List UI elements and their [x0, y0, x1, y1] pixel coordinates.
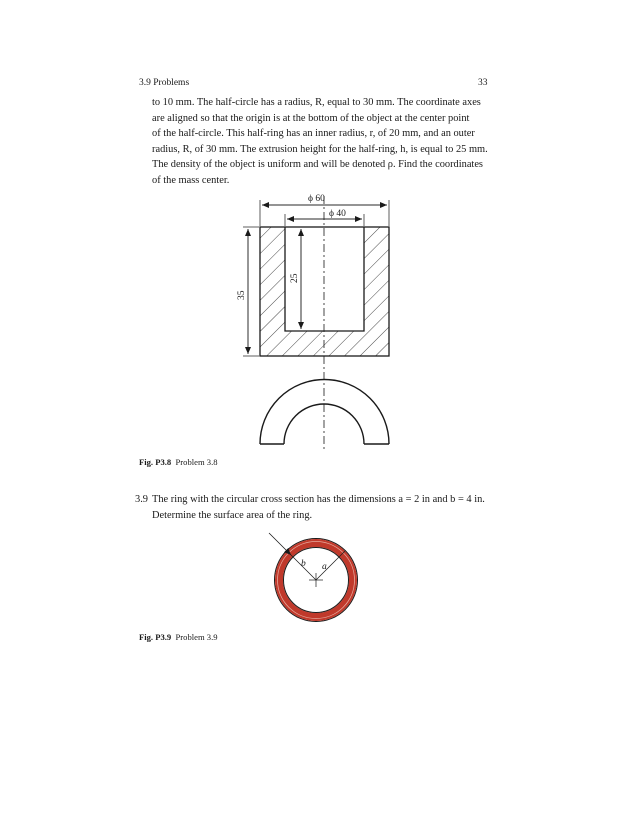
text-line: of the mass center. — [152, 174, 230, 186]
fig-p3-9-ring — [269, 533, 358, 622]
hatched-section — [260, 227, 389, 356]
dim-label-25: 25 — [290, 273, 300, 283]
caption-text: Problem 3.9 — [175, 632, 218, 642]
caption-text: Problem 3.8 — [175, 457, 218, 467]
text-line: are aligned so that the origin is at the bottom of the object at the center point — [152, 112, 470, 124]
text-line: The density of the object is uniform and will be denoted ρ. Find the coordinates — [152, 159, 483, 171]
dim-label-phi40: ϕ 40 — [329, 209, 346, 219]
figure-caption-p3-9 — [139, 632, 218, 642]
caption-label: Fig. P3.8 — [139, 457, 172, 467]
running-header-section: 3.9 Problems — [139, 78, 190, 88]
label-b: b — [301, 559, 306, 569]
text-line: The ring with the circular cross section has the dimensions a = 2 in and b = 4 in. — [152, 494, 485, 505]
text-line: Determine the surface area of the ring. — [152, 509, 313, 521]
text-line: of the half-circle. This half-ring has an inner radius, r, of 20 mm, and an outer — [152, 128, 475, 140]
problem-3-9-text — [152, 492, 497, 523]
fig-p3-8-section-view — [237, 194, 389, 450]
page-number: 33 — [478, 78, 488, 88]
text-line: to 10 mm. The half-circle has a radius, R, equal to 30 mm. The coordinate axes — [152, 97, 481, 108]
leader-arrow — [269, 533, 291, 555]
dim-label-phi60: ϕ 60 — [308, 194, 325, 204]
dim-label-35: 35 — [237, 290, 247, 300]
problem-number: 3.9 — [135, 494, 148, 505]
fig-p3-8-half-ring-top-view — [260, 380, 389, 445]
half-ring-outline — [260, 380, 389, 445]
figure-caption-p3-8 — [139, 457, 218, 467]
caption-label: Fig. P3.9 — [139, 632, 172, 642]
label-a: a — [322, 562, 327, 572]
radius-line-a — [316, 551, 345, 580]
text-line: radius, R, of 30 mm. The extrusion height for the half-ring, h, is equal to 25 mm. — [152, 143, 488, 155]
